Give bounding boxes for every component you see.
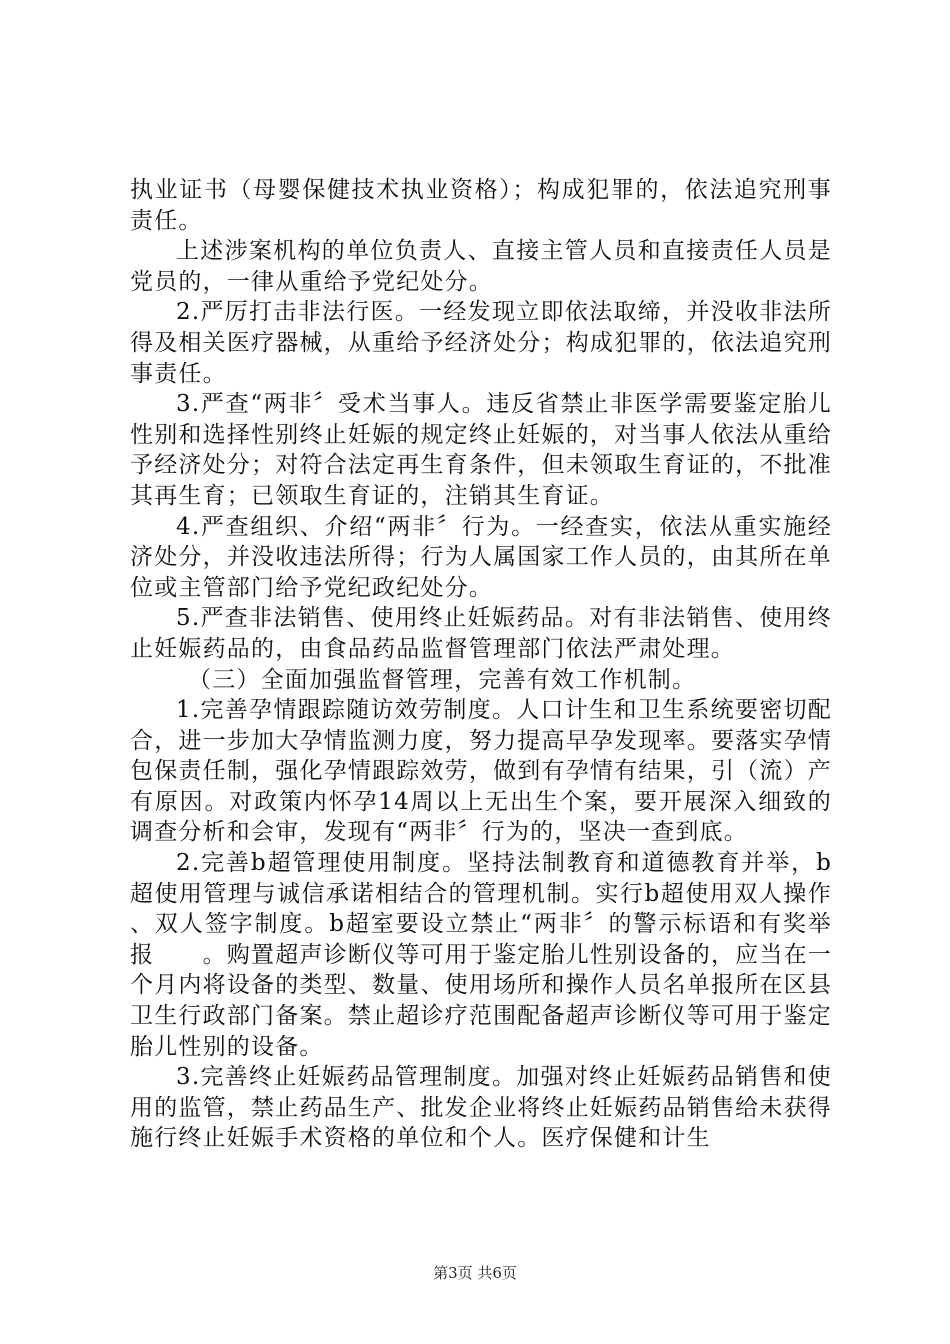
- paragraph: 2.严厉打击非法行医。一经发现立即依法取缔，并没收非法所得及相关医疗器械，从重给予经济处分；构成犯罪的，依法追究刑事责任。: [130, 299, 832, 387]
- page-number: 第3页 共6页: [433, 1264, 517, 1282]
- paragraph: 上述涉案机构的单位负责人、直接主管人员和直接责任人员是党员的，一律从重给予党纪处分。: [130, 238, 832, 295]
- paragraph: 5.严查非法销售、使用终止妊娠药品。对有非法销售、使用终止妊娠药品的，由食品药品监督管理部门依法严肃处理。: [130, 605, 832, 662]
- document-body: [130, 175, 832, 1154]
- paragraph: 1.完善孕情跟踪随访效劳制度。人口计生和卫生系统要密切配合，进一步加大孕情监测力度，努力提高早孕发现率。要落实孕情包保责任制，强化孕情跟踪效劳，做到有孕情有结果，引（流）产有原因。对政策内怀孕14周以上无出生个案，要开展深入细致的调查分析和会审，发现有“两非〞行为的，坚决一查到底。: [130, 697, 832, 846]
- section-heading: （三）全面加强监督管理，完善有效工作机制。: [188, 666, 697, 693]
- paragraph: 3.完善终止妊娠药品管理制度。加强对终止妊娠药品销售和使用的监管，禁止药品生产、批发企业将终止妊娠药品销售给未获得施行终止妊娠手术资格的单位和个人。医疗保健和计生: [130, 1064, 832, 1152]
- paragraph: 3.严查“两非〞受术当事人。违反省禁止非医学需要鉴定胎儿性别和选择性别终止妊娠的规定终止妊娠的，对当事人依法从重给予经济处分；对符合法定再生育条件，但未领取生育证的，不批准其再生育；已领取生育证的，注销其生育证。: [130, 391, 832, 509]
- paragraph: 2.完善b超管理使用制度。坚持法制教育和道德教育并举，b超使用管理与诚信承诺相结合的管理机制。实行b超使用双人操作、双人签字制度。b超室要设立禁止“两非〞的警示标语和有奖举报 。购置超声诊断仪等可用于鉴定胎儿性别设备的，应当在一个月内将设备的类型、数量、使用场所和操作人员名单报所在区县卫生行政部门备案。禁止超诊疗范围配备超声诊断仪等可用于鉴定胎儿性别的设备。: [130, 850, 832, 1060]
- paragraph: 执业证书（母婴保健技术执业资格）；构成犯罪的，依法追究刑事责任。: [130, 177, 832, 234]
- paragraph: 4.严查组织、介绍“两非〞行为。一经查实，依法从重实施经济处分，并没收违法所得；行为人属国家工作人员的，由其所在单位或主管部门给予党纪政纪处分。: [130, 513, 832, 601]
